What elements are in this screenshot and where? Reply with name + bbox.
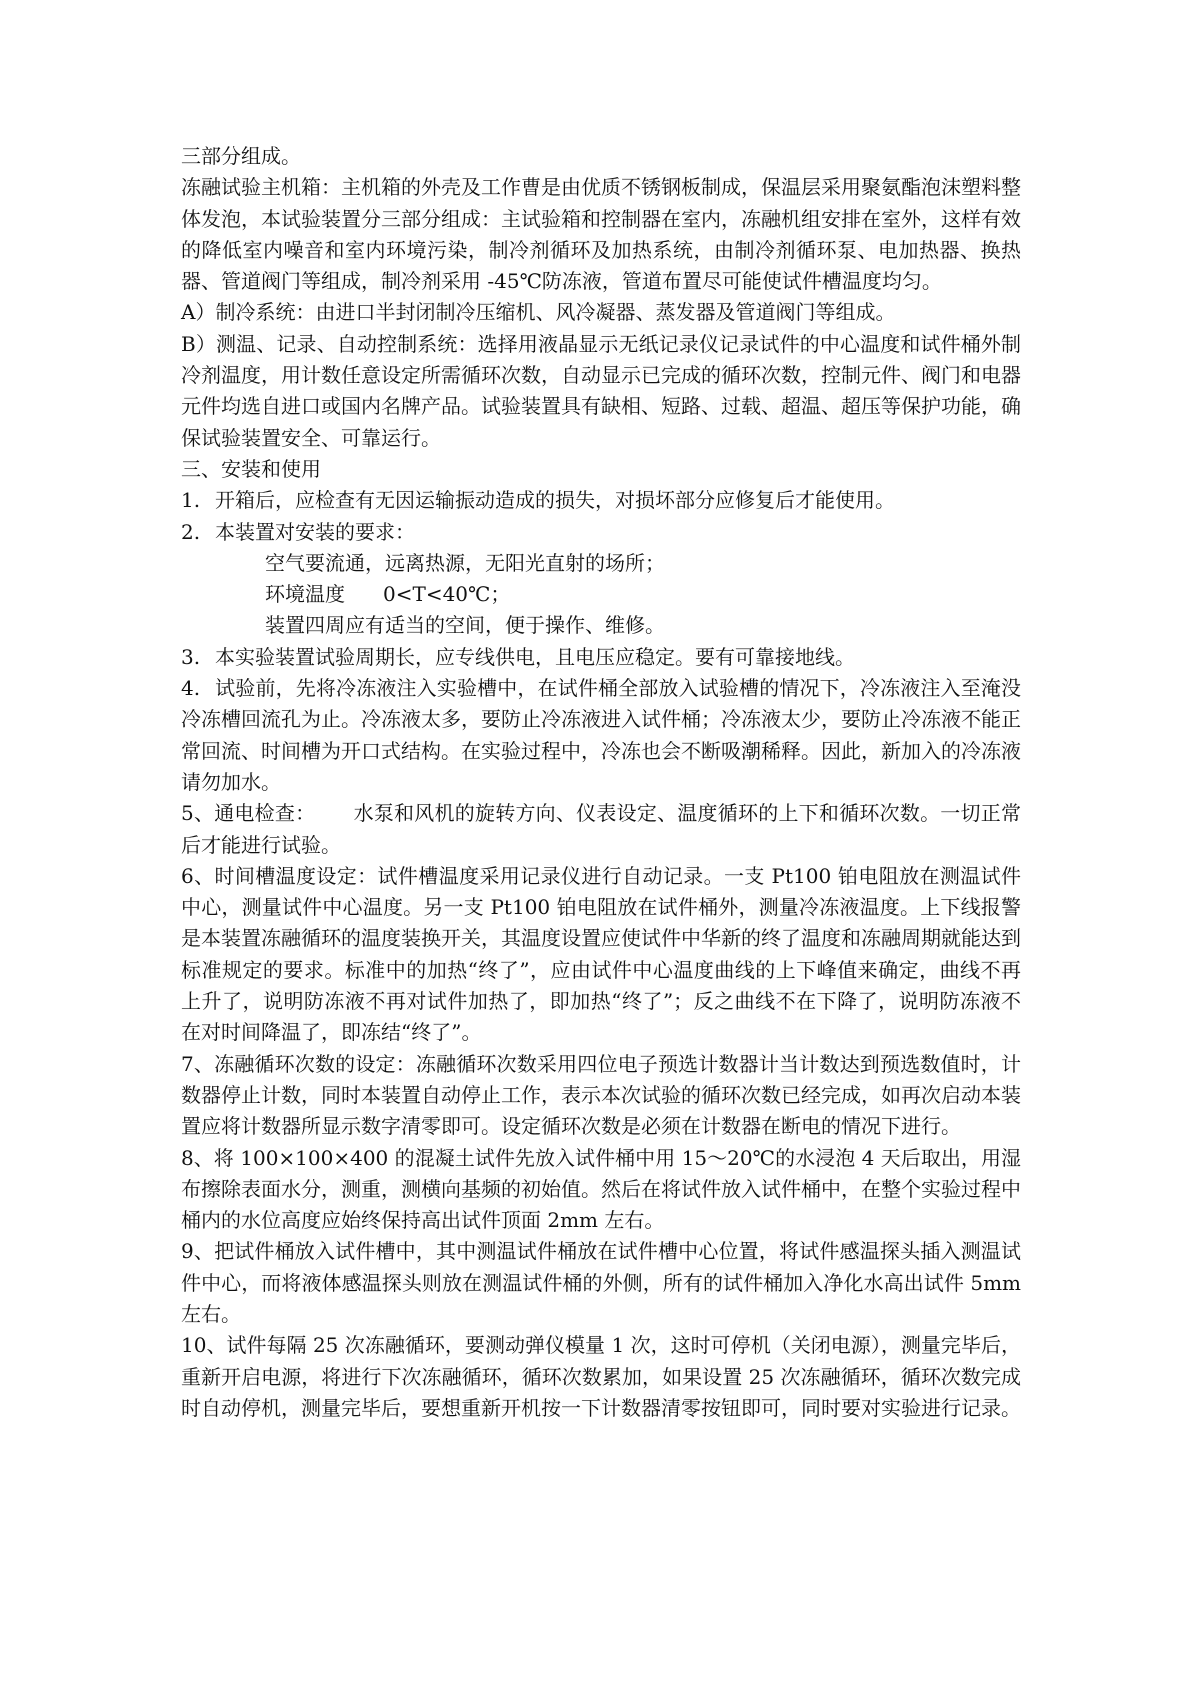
item-text: 本实验装置试验周期长，应专线供电，且电压应稳定。要有可靠接地线。: [215, 644, 855, 669]
list-item-6: 6、时间槽温度设定：试件槽温度采用记录仪进行自动记录。一支 Pt100 铂电阻放在测温试件中心，测量试件中心温度。另一支 Pt100 铂电阻放在试件桶外，测量冷冻液温度。上下线报警是本装置冻融循环的温度装换开关，其温度设置应使试件中华新的终了温度和冻融周期就能达到标准规定的要求。标准中的加热“终了”，应由试件中心温度曲线的上下峰值来确定，曲线不再上升了，说明防冻液不再对试件加热了，即加热“终了”；反之曲线不在下降了，说明防冻液不在对时间降温了，即冻结“终了”。: [181, 863, 1021, 1045]
list-item-5: [181, 798, 1021, 861]
paragraph-cooling-system: A）制冷系统：由进口半封闭制冷压缩机、风冷凝器、蒸发器及管道阀门等组成。: [181, 300, 896, 325]
item-number: 2.: [181, 519, 201, 544]
item-text: 开箱后，应检查有无因运输振动造成的损失，对损坏部分应修复后才能使用。: [215, 488, 895, 513]
list-item-3: [181, 642, 1021, 673]
list-item-10: 10、试件每隔 25 次冻融循环，要测动弹仪模量 1 次，这时可停机（关闭电源），测量完毕后，重新开启电源，将进行下次冻融循环，循环次数累加，如果设置 25 次冻融循环，循环次数完成时自动停机，测量完毕后，要想重新开机按一下计数器清零按钮即可，同时要对实验进行记录。: [181, 1333, 1021, 1420]
item-number: 1.: [181, 488, 201, 513]
item-text: 试验前，先将冷冻液注入实验槽中，在试件桶全部放入试验槽的情况下，冷冻液注入至淹没冷冻槽回流孔为止。冷冻液太多，要防止冷冻液进入试件桶；冷冻液太少，要防止冷冻液不能正常回流、时间槽为开口式结构。在实验过程中，冷冻也会不断吸潮稀释。因此，新加入的冷冻液请勿加水。: [181, 676, 1021, 794]
item-text: 水泵和风机的旋转方向、仪表设定、温度循环的上下和循环次数。一切正常后才能进行试验。: [181, 801, 1022, 857]
sub-item-value: 0<T<40℃；: [383, 582, 511, 607]
paragraph-control-system: B）测温、记录、自动控制系统：选择用液晶显示无纸记录仪记录试件的中心温度和试件桶外制冷剂温度，用计数任意设定所需循环次数，自动显示已完成的循环次数，控制元件、阀门和电器元件均选自进口或国内名牌产品。试验装置具有缺相、短路、过载、超温、超压等保护功能，确保试验装置安全、可靠运行。: [181, 331, 1021, 450]
list-item-8: 8、将 100×100×400 的混凝土试件先放入试件桶中用 15～20℃的水浸泡 4 天后取出，用湿布擦除表面水分，测重，测横向基频的初始值。然后在将试件放入试件桶中，在整个实验过程中桶内的水位高度应始终保持高出试件顶面 2mm 左右。: [181, 1145, 1021, 1233]
item-number: 3.: [181, 644, 201, 669]
item-text: 本装置对安装的要求：: [215, 519, 415, 544]
list-item-9: 9、把试件桶放入试件槽中，其中测温试件桶放在试件槽中心位置，将试件感温探头插入测温试件中心，而将液体感温探头则放在测温试件桶的外侧，所有的试件桶加入净化水高出试件 5mm 左右。: [181, 1239, 1021, 1326]
sub-item: [181, 579, 1021, 610]
sub-item-label: 环境温度: [265, 582, 345, 607]
list-item-1: [181, 485, 1021, 516]
paragraph-main-box: 冻融试验主机箱：主机箱的外壳及工作曹是由优质不锈钢板制成，保温层采用聚氨酯泡沫塑料整体发泡，本试验装置分三部分组成：主试验箱和控制器在室内，冻融机组安排在室外，这样有效的降低室内噪音和室内环境污染，制冷剂循环及加热系统，由制冷剂循环泵、电加热器、换热器、管道阀门等组成，制冷剂采用 -45℃防冻液，管道布置尽可能使试件槽温度均匀。: [181, 175, 1021, 294]
item-label: 5、通电检查：: [181, 801, 316, 826]
list-item-4: [181, 673, 1021, 798]
sub-item: 空气要流通，远离热源，无阳光直射的场所；: [265, 550, 665, 575]
paragraph-intro: 三部分组成。: [181, 144, 301, 168]
document-page: [181, 141, 1021, 1424]
section-heading: 三、安装和使用: [181, 456, 321, 481]
list-item-7: 7、冻融循环次数的设定：冻融循环次数采用四位电子预选计数器计当计数达到预选数值时，计数器停止计数，同时本装置自动停止工作，表示本次试验的循环次数已经完成，如再次启动本装置应将计数器所显示数字清零即可。设定循环次数是必须在计数器在断电的情况下进行。: [181, 1051, 1021, 1139]
sub-item: 装置四周应有适当的空间，便于操作、维修。: [265, 613, 665, 638]
list-item-2: [181, 517, 1021, 548]
item-number: 4.: [181, 676, 201, 701]
